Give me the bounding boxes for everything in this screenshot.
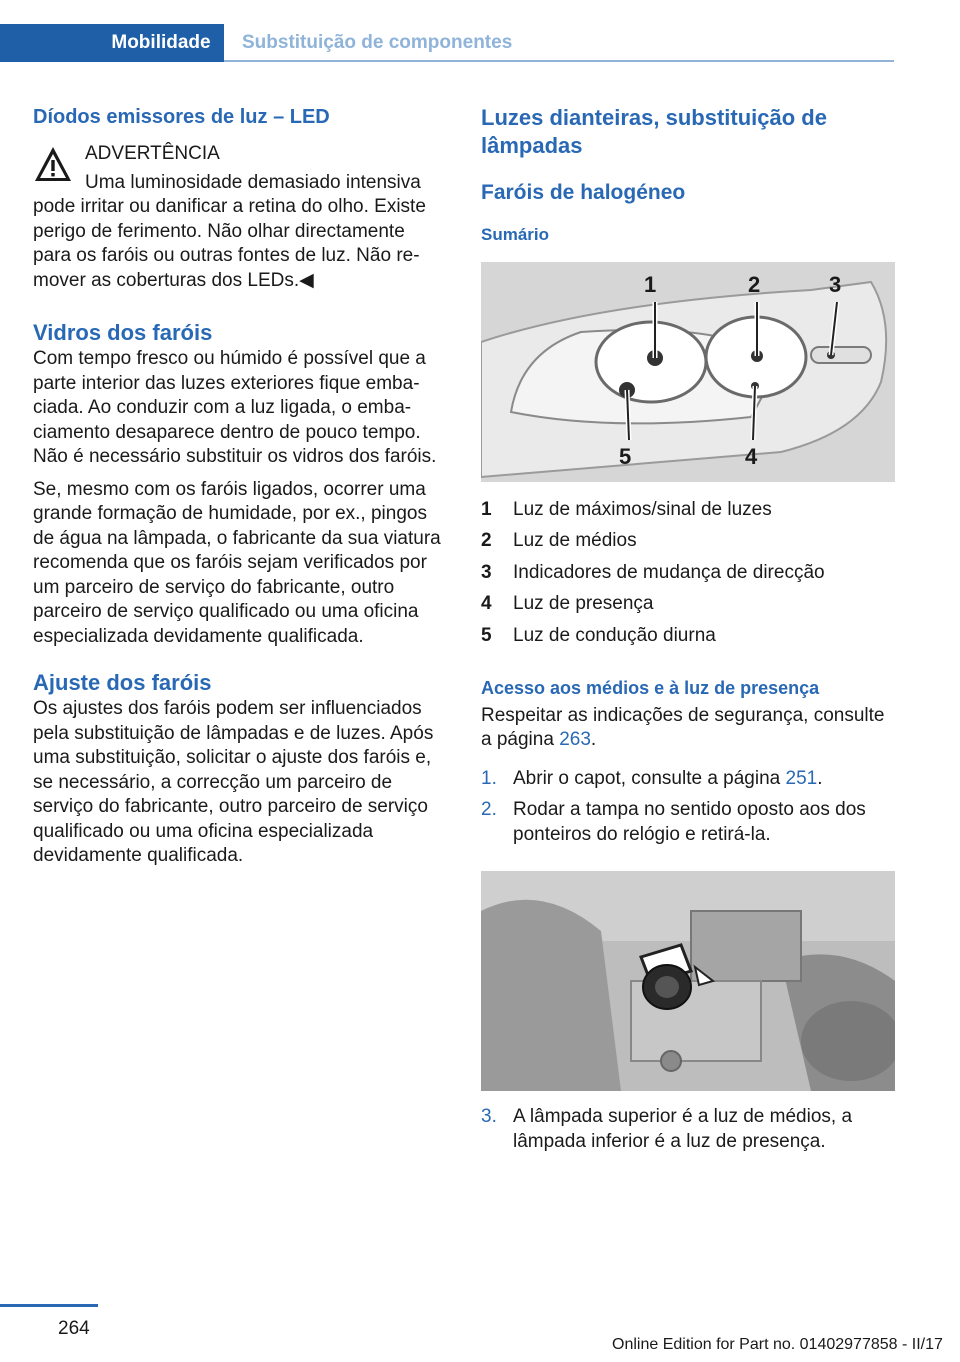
header-bar-left <box>0 24 98 62</box>
step-number: 3. <box>481 1106 497 1127</box>
adjust-paragraph: Os ajustes dos faróis podem ser influenciados pela substituição de lâmpadas e de luzes. Após uma substituição, solicitar o ajuste dos faróis e, se necessário, a correcção um parceiro de serviço do fabricante, outro parceiro de serviço qualificado ou uma oficina especializada devidamente qualificada. <box>33 698 434 866</box>
turn-signal-lamp <box>811 347 871 363</box>
step-2 <box>481 798 895 847</box>
step-text <box>513 767 823 792</box>
main-section-title: Luzes dianteiras, substituição de lâmpadas <box>481 105 827 158</box>
legend-text: Luz de presença <box>513 593 654 614</box>
legend-text: Indicadores de mudança de direcção <box>513 561 825 583</box>
page-link-251[interactable]: 251 <box>785 767 818 789</box>
step-number: 2. <box>481 799 497 820</box>
right-column <box>481 100 895 1154</box>
figure-label-4: 4 <box>745 444 758 469</box>
legend-item <box>481 526 895 558</box>
page-number: 264 <box>58 1318 90 1339</box>
step-text: Rodar a tampa no sentido oposto aos dos ponteiros do relógio e retirá-la. <box>513 799 866 845</box>
tab-mobilidade[interactable]: Mobilidade <box>98 24 224 62</box>
glass-paragraph-2: Se, mesmo com os faróis ligados, ocorrer uma grande formação de humidade, por ex., pingos de água na lâmpada, o fabricante da sua viatura recomenda que os faróis sejam verificados por um parceiro de serviço do fabricante, outro parceiro de serviço qualificado ou uma oficina especializada devidamente qualificada. <box>33 478 441 647</box>
warning-text: pode irritar ou danificar a retina do olho. Existe perigo de ferimento. Não olhar directamente para os faróis ou outras fontes de luz. Não remover as coberturas dos LEDs.◀ <box>33 196 426 291</box>
legend-text: Luz de médios <box>513 530 637 551</box>
page-link-263[interactable]: 263 <box>559 729 591 750</box>
footer-line <box>0 1304 98 1307</box>
led-section-title: Díodos emissores de luz – LED <box>33 106 330 128</box>
access-period: . <box>590 729 597 750</box>
legend-item <box>481 589 895 621</box>
legend-item <box>481 494 895 526</box>
warning-first-line: Uma luminosidade demasiado intensiva <box>85 171 421 193</box>
glass-paragraph-1: Com tempo fresco ou húmido é possível que a parte interior das luzes exteriores fique embaciada. Ao conduzir com a luz ligada, o embaciamento desaparece dentro de pouco tempo. Não é necessário substituir os vidros dos faróis. <box>33 348 437 467</box>
step-1-text: Abrir o capot, consulte a página <box>513 767 781 789</box>
headlight-figure <box>481 262 895 482</box>
figure-label-5: 5 <box>619 444 632 469</box>
glass-section-title: Vidros dos faróis <box>33 320 213 345</box>
warning-block <box>33 142 448 195</box>
access-paragraph <box>481 704 895 753</box>
legend-text: Luz de máximos/sinal de luzes <box>513 498 772 520</box>
tab-substituicao-componentes[interactable]: Substituição de componentes <box>242 32 513 53</box>
access-title: Acesso aos médios e à luz de presença <box>481 677 820 698</box>
figure-label-2: 2 <box>748 272 761 297</box>
step-1 <box>481 767 895 792</box>
halogen-title: Faróis de halogéneo <box>481 181 686 204</box>
step-number: 1. <box>481 767 497 789</box>
warning-label: ADVERTÊNCIA <box>85 143 220 164</box>
step-text: A lâmpada superior é a luz de médios, a lâmpada inferior é a luz de presença. <box>513 1106 853 1152</box>
legend-number: 4 <box>481 593 492 614</box>
adjust-section-title: Ajuste dos faróis <box>33 670 212 695</box>
left-column <box>33 100 448 869</box>
figure-label-3: 3 <box>829 272 842 297</box>
legend-item <box>481 620 895 652</box>
legend-item <box>481 557 895 589</box>
summary-title: Sumário <box>481 225 550 244</box>
access-text: Respeitar as indicações de segurança, consulte a página <box>481 704 885 750</box>
legend-number: 3 <box>481 561 492 583</box>
step-3 <box>481 1105 895 1154</box>
header-underline <box>224 60 894 62</box>
footer-edition: Online Edition for Part no. 01402977858 - II/17 <box>612 1336 943 1353</box>
legend-number: 2 <box>481 530 492 551</box>
legend-list <box>481 494 895 652</box>
warning-triangle-icon <box>33 145 73 183</box>
engine-bay-figure <box>481 871 895 1091</box>
step-1-period: . <box>817 767 823 789</box>
legend-number: 1 <box>481 498 492 520</box>
steps-list-continued <box>481 1105 895 1154</box>
legend-text: Luz de condução diurna <box>513 624 716 646</box>
legend-number: 5 <box>481 624 492 646</box>
figure-label-1: 1 <box>644 272 657 297</box>
steps-list <box>481 767 895 848</box>
